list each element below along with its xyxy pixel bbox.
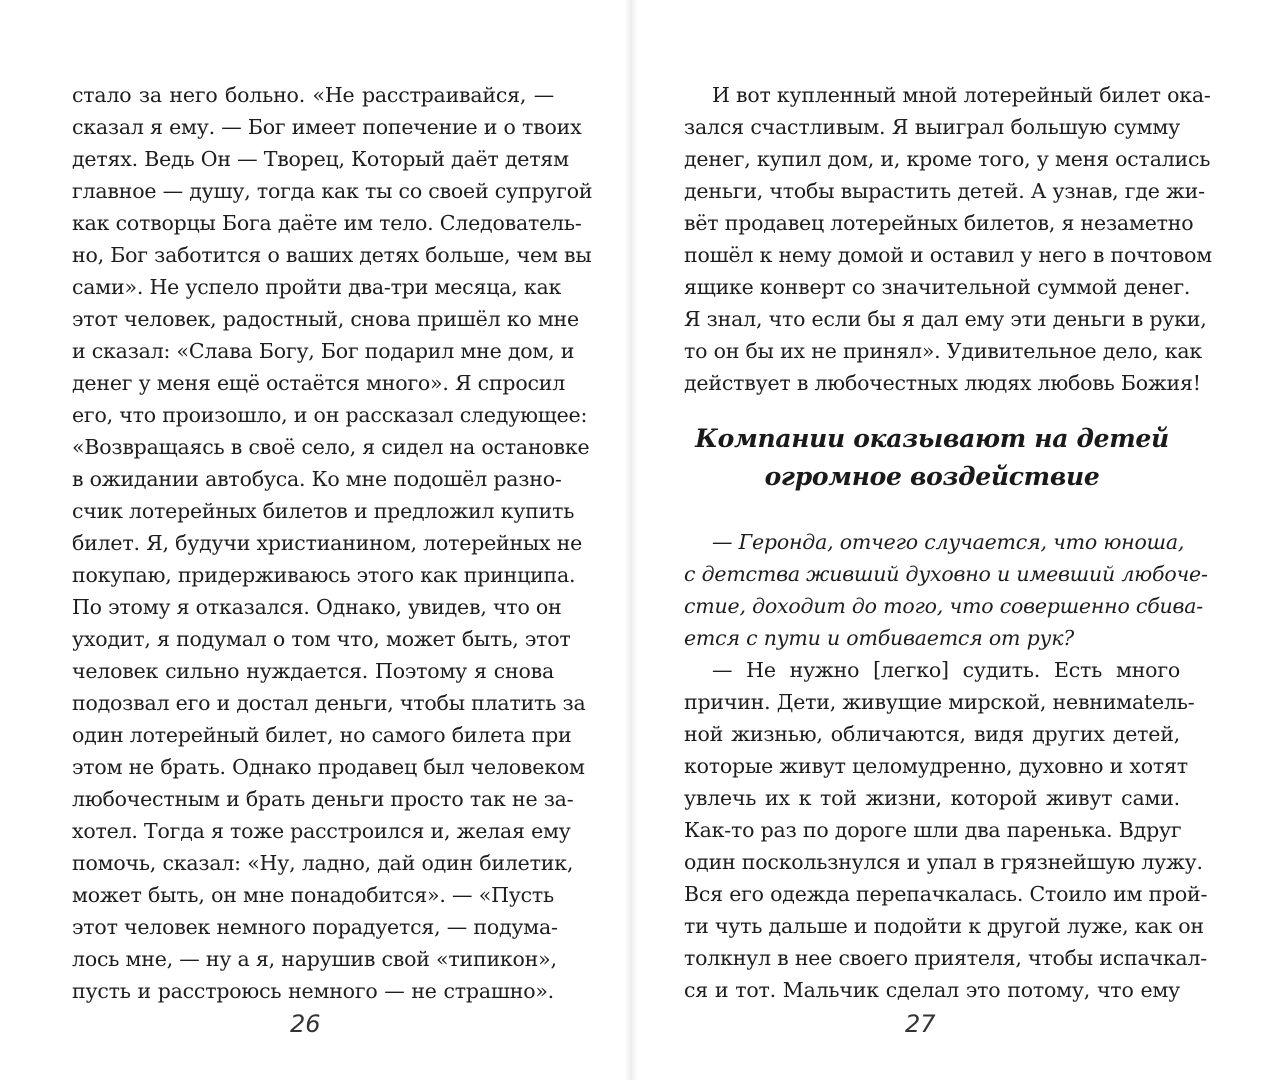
- body-line: сами». Не успело пройти два-три месяца, как: [72, 275, 562, 299]
- body-line: По этому я отказался. Однако, увидев, что он: [72, 595, 562, 619]
- answer-line: Как-то раз по дороге шли два паренька. Вдруг: [684, 818, 1182, 842]
- left-page-body: [72, 79, 593, 1007]
- body-line: может быть, он мне понадобится». — «Пусть: [72, 883, 554, 907]
- answer-line: Вся его одежда перепачкалась. Стоило им прой-: [684, 882, 1208, 906]
- body-line: один лотерейный билет, но самого билета при: [72, 723, 572, 747]
- body-line: вёт продавец лотерейных билетов, я незаметно: [684, 211, 1194, 235]
- answer-line: — Не нужно [легко] судить. Есть много: [712, 658, 1180, 682]
- body-line: зался счастливым. Я выиграл большую сумму: [684, 115, 1180, 139]
- answer-line: ти чуть дальше и подойти к другой луже, как он: [684, 914, 1204, 938]
- answer-line: толкнул в нее своего приятеля, чтобы испачкал-: [684, 946, 1207, 970]
- body-line: в ожидании автобуса. Ко мне подошёл разно-: [72, 467, 562, 491]
- body-line: билет. Я, будучи христианином, лотерейных не: [72, 531, 583, 555]
- question-line: стие, доходит до того, что совершенно сбива-: [684, 594, 1203, 618]
- body-line: сказал я ему. — Бог имеет попечение и о твоих: [72, 115, 582, 139]
- body-line: пошёл к нему домой и оставил у него в почтовом: [684, 243, 1213, 267]
- body-line: денег, купил дом, и, кроме того, у меня остались: [684, 147, 1211, 171]
- body-line: лось мне, — ну а я, нарушив свой «типикон»,: [72, 947, 557, 971]
- answer-line: увлечь их к той жизни, которой живут сами.: [684, 786, 1180, 810]
- body-line: детях. Ведь Он — Творец, Который даёт детям: [72, 147, 569, 171]
- body-line: пусть и расстроюсь немного — не страшно».: [72, 979, 554, 1003]
- answer-line: ся и тот. Мальчик сделал это потому, что ему: [684, 978, 1180, 1002]
- answer-line: которые живут целомудренно, духовно и хотят: [684, 754, 1188, 778]
- answer-line: причин. Дети, живущие мирской, невнимatель-: [684, 690, 1195, 714]
- body-line: любочестным и брать деньги просто так не за-: [72, 787, 574, 811]
- body-line: действует в любочестных людях любовь Божия!: [684, 371, 1201, 395]
- answer-line: один поскользнулся и упал в грязнейшую лужу.: [684, 850, 1203, 874]
- page-number-left: 26: [290, 1010, 321, 1038]
- body-line: деньги, чтобы вырастить детей. А узнав, где жи-: [684, 179, 1205, 203]
- body-line: уходит, я подумал о том что, может быть, этот: [72, 627, 571, 651]
- question-line: — Геронда, отчего случается, что юноша,: [712, 530, 1185, 554]
- body-line: как сотворцы Бога даёте им тело. Следователь-: [72, 211, 582, 235]
- body-line: подозвал его и достал деньги, чтобы платить за: [72, 691, 586, 715]
- question-line: с детства живший духовно и имевший любоче-: [684, 562, 1208, 586]
- body-line: человек сильно нуждается. Поэтому я снова: [72, 659, 554, 683]
- right-page-body-top: [684, 79, 1213, 399]
- section-heading-line: огромное воздействие: [764, 462, 1100, 491]
- body-line: покупаю, придерживаюсь этого как принципа.: [72, 563, 576, 587]
- answer-line: ной жизнью, обличаются, видя других детей,: [684, 722, 1180, 746]
- body-line: этом не брать. Однако продавец был человеком: [72, 755, 585, 779]
- right-page-body-bottom: [684, 526, 1208, 1006]
- body-line: ящике конверт со значительной суммой денег.: [684, 275, 1191, 299]
- question-line: ется с пути и отбивается от рук?: [684, 626, 1075, 650]
- body-line: Я знал, что если бы я дал ему эти деньги в руки,: [684, 307, 1207, 331]
- body-line: И вот купленный мной лотерейный билет ока-: [712, 83, 1211, 107]
- body-line: то он бы их не принял». Удивительное дело, как: [684, 339, 1203, 363]
- body-line: стало за него больно. «Не расстраивайся, —: [72, 83, 554, 107]
- body-line: этот человек, радостный, снова пришёл ко мне: [72, 307, 579, 331]
- section-heading: [684, 420, 1180, 496]
- page-number-right: 27: [905, 1010, 936, 1038]
- body-line: «Возвращаясь в своё село, я сидел на остановке: [72, 435, 590, 459]
- body-line: этот человек немного порадуется, — подума-: [72, 915, 558, 939]
- body-line: счик лотерейных билетов и предложил купить: [72, 499, 575, 523]
- body-line: хотел. Тогда я тоже расстроился и, желая ему: [72, 819, 571, 843]
- section-heading-line: Компании оказывают на детей: [695, 424, 1169, 453]
- body-line: главное — душу, тогда как ты со своей супругой: [72, 179, 593, 203]
- body-line: но, Бог заботится о ваших детях больше, чем вы: [72, 243, 592, 267]
- body-line: и сказал: «Слава Богу, Бог подарил мне дом, и: [72, 339, 575, 363]
- left-page: [0, 0, 630, 1080]
- body-line: денег у меня ещё остаётся много». Я спросил: [72, 371, 566, 395]
- body-line: его, что произошло, и он рассказал следующее:: [72, 403, 588, 427]
- body-line: помочь, сказал: «Ну, ладно, дай один билетик,: [72, 851, 574, 875]
